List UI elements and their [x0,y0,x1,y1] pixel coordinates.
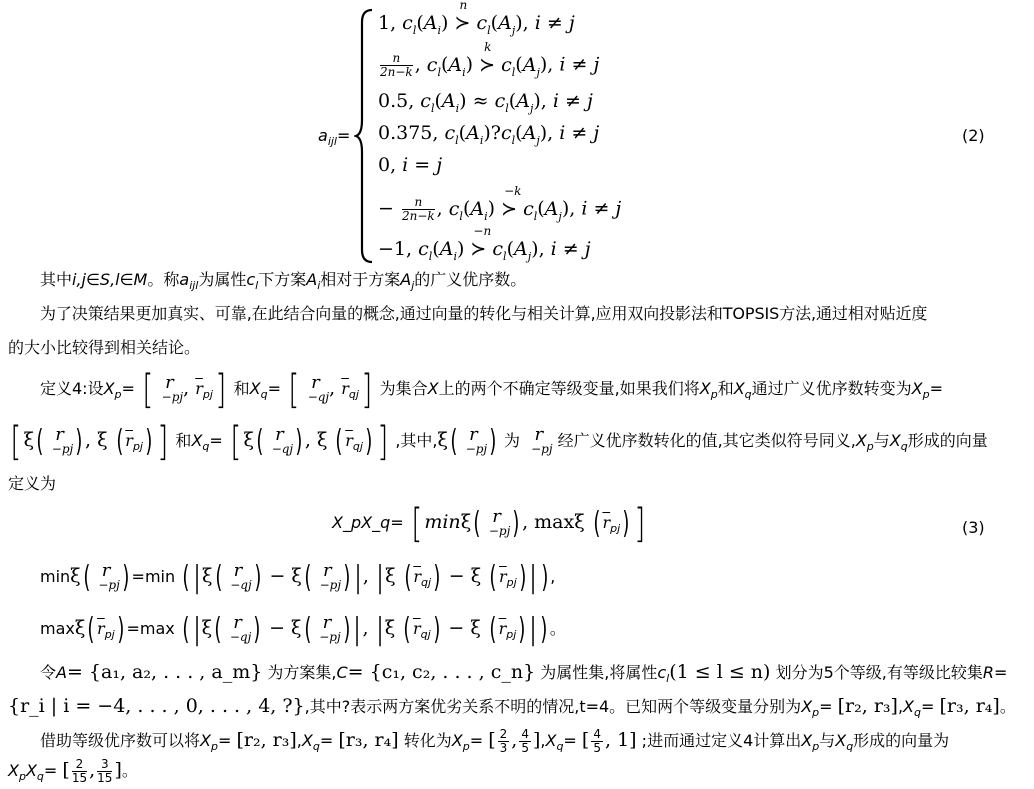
bracket-close-2: ] [361,366,373,413]
def4-l2-xq: X [191,431,203,450]
p1-a-sub: ijl [189,279,199,293]
paragraph-1 [40,270,526,296]
p1-mid: 。称 [147,270,180,289]
p3-c: C [336,663,348,682]
bracket-close-3: ] [157,418,168,465]
p4-xq3-sub: q [846,740,854,754]
p1-aj: A [400,270,412,289]
def4-l2-and: 和 [175,431,192,450]
bracket-close-4: ] [376,418,388,465]
definition-4-line-2: [ ξ( r −pj ) , ξ ( $\overline{r}_{pj}$) ] 和$X_q=$ [ ξ( r −qj ) , ξ ( $\overline{r}_{qj}$) ] ,其中,ξ( r −pj ) 为 r −pj 经广义优序数转化的值,其它类似符号同义$,X_p$与$X_q$形成的向量 [10,418,988,465]
p3-l2t: ,其中?表示两方案优劣关系不明的情况, [304,697,580,716]
p3-xp-sub: p [812,706,820,720]
case-5: 0, i = j [378,154,443,176]
def4-l2-xp-sub: p [866,440,874,454]
p3-cl: c [657,663,667,682]
p3-cl-sub: l [666,672,670,686]
case-3: 0.5, $c_l(A_i) \approx c_l(A_j)$, i ≠ j [378,90,593,115]
p1-c-sub: l [255,279,259,293]
p4-t1: 转化为 [403,731,452,750]
def4-l2-mid: ,其中, [395,431,438,450]
p1-aj-sub: j [411,279,415,293]
p4-f1-num: 2 [499,727,508,741]
p3-teq: t=4。已知两个等级变量分别为 [579,697,802,716]
definition-4-line-3: 定义为 [8,474,57,493]
p4-end: 。 [121,761,138,780]
def4-l2-eq: = [209,431,223,450]
p3-a: A [56,663,67,682]
paragraph-2-line-2: 的大小比较得到相关结论。 [8,338,201,357]
p1-prefix: 其中 [40,270,73,289]
p1-cond: i,j∈S,l∈M [72,270,148,289]
def4-xq-2: X [733,379,745,398]
p3-t1: 为方案集, [267,663,337,682]
case-6: − $\frac{n}{2n-k}$ , $c_l(A_i)$ ≻ −k $c_l(A_j)$, i ≠ j [378,183,622,223]
min-end: , [550,567,556,586]
def4-eq1: = [121,379,135,398]
p1-t3: 相对于方案 [320,270,401,289]
p3-eqc: = {c₁, c₂, . . . , c_n} [347,661,536,683]
p4-xp-sub: p [210,740,218,754]
def4-xq-sub: q [260,388,268,402]
min-eq: =min [131,567,176,586]
def4-eq3: = [929,379,944,398]
p3-eqr: = [993,663,1008,682]
p4-f3-den: 5 [593,741,601,755]
p4-l2-xp-sub: p [18,770,26,784]
p4-f3-tail: , 1 [604,729,630,751]
eq3-bracket-open: [ [411,500,423,547]
p3-t3: 划分为5个等级,有等级比较集 [775,663,983,682]
def4-eq2: = [267,379,281,398]
p4-xp: X [200,731,211,750]
p3-xq-val: [r₃, r₄] [939,695,1000,717]
max-line: maxξ( $\overline{r}_{pj}) =\max$ ( | ξ( r −qj ) − ξ( r −pj ) | , | ξ ( $\overline{r}_{qj}) - \xi$ ( $\overline{r}_{pj}$) | ) 。 [40,611,566,647]
def4-l2-xq-sub: q [202,440,210,454]
p4-f2-num: 4 [521,727,529,741]
p3-xq-sub: q [914,706,921,720]
p3-lead: 令 [40,663,57,682]
max-eq: =max [126,619,175,638]
bracket-open-4: [ [230,418,242,465]
def4-l2-is: 为 [503,431,520,450]
def4-l2-xq2: X [889,431,901,450]
p4-xp2: X [451,731,463,750]
p4-lead: 借助等级优序数可以将 [40,731,201,750]
p4-r2-num: 3 [97,758,112,772]
p4-xp3-sub: p [812,740,820,754]
p3-xq: X [903,697,915,716]
def4-l2-end: 形成的向量 [907,431,988,450]
eq2-number: (2) [962,126,985,145]
p4-xq2-sub: q [556,740,564,754]
case-1: 1, $c_l(A_i)$ ≻ n $c_l(A_j)$, i ≠ j [378,0,575,37]
p3-r: R [982,663,994,682]
eq2-lhs-a: a [318,126,328,145]
case-7: −1, $c_l(A_i)$ ≻ −n $c_l(A_j)$, i ≠ j [378,224,591,263]
paragraph-3-line-1 [40,660,1007,691]
p3-xp-val: [r₂, r₃] [837,695,898,717]
paragraph-2-line-1: 为了决策结果更加真实、可靠,在此结合向量的概念,通过向量的转化与相关计算,应用双向投影法和TOPSIS方法,通过相对贴近度 [40,304,928,323]
p4-xp3: X [801,731,813,750]
eq3-max: max [534,511,575,533]
def4-and: 和 [233,379,250,398]
def4-xp-3: X [911,379,923,398]
p4-r1-num: 2 [72,758,87,772]
equation-3: X_pX_q= [ minξ( r −pj ) , maxξ ( $\overline{r}_{pj}$) ] [332,500,646,547]
paragraph-4-line-1: 借助等级优序数可以将$X_p= [r_2$, $r_3],X_q= [r_3$, r₄] 转化为$X_p=$ [ $\frac{2}{3}$ , $\frac{4}{5}$ ]$,X_q=$ [ $\frac{4}{5}$ , 1] ;进而通过定义4计算出$X_p$与$X_q$形成的向量为 [40,727,950,755]
bracket-close: ] [215,366,227,413]
p1-a: a [179,270,190,289]
def4-xp-2-sub: p [710,388,718,402]
p4-xq-sub: q [312,740,320,754]
p4-v1: [r₂, r₃] [236,729,297,751]
def4-after2: 上的两个不确定等级变量,如果我们将 [438,379,700,398]
p4-xq3: X [835,731,847,750]
eq2-lhs-eq: = [336,126,351,145]
p3-cond: (1 ≤ l ≤ n) [669,661,771,683]
p4-f1-den: 3 [499,741,508,755]
case-4: 0.375, $c_l(A_i)?c_l(A_j)$, i ≠ j [378,122,600,147]
p4-t2: ;进而通过定义4计算出 [641,731,802,750]
def4-xq: X [249,379,261,398]
max-label: max [40,619,75,638]
def4-xp: X [103,379,115,398]
case-2: $\frac{n}{2n-k}$ , $c_l(A_i)$ ≻ k $c_l(A_j)$, i ≠ j [380,39,600,79]
cases-brace [354,8,376,264]
def4-and2: 和 [717,379,734,398]
p1-ai-sub: i [317,279,321,293]
def4-l2-yu: 与 [873,431,890,450]
p4-xp2-sub: p [462,740,470,754]
eq3-bracket-close: ] [634,500,646,547]
eq3-lhs: X_pX_q= [332,513,404,532]
p1-c: c [246,270,256,289]
p3-t2: 为属性集,将属性 [540,663,658,682]
p4-yu: 与 [819,731,836,750]
p3-xp: X [801,697,813,716]
p4-t3: 形成的向量为 [853,731,950,750]
eq2-lhs-sub: ijl [327,135,337,149]
bracket-open-2: [ [288,366,300,413]
p4-f3-num: 4 [593,727,601,741]
paragraph-4-line-2: $X_pX_q=$ [ $\frac{2}{15}$ , $\frac{3}{15}$ ]。 [8,757,138,785]
def4-l2-xp: X [855,431,867,450]
p4-l2-xp: X [8,761,19,780]
p4-r1-den: 15 [71,771,88,785]
p4-f2-den: 5 [521,741,529,755]
max-end: 。 [549,619,566,638]
eq3-number: (3) [962,518,985,537]
min-line: minξ( r −pj ) =min ( | ξ( r −qj ) − ξ( r −pj ) | , | ξ ( $\overline{r}_{qj}) - \xi$ ( $\overline{r}_{pj}$) | ) , [40,559,556,595]
p3-end: 。 [999,697,1016,716]
p4-v2: [r₃, r₄] [338,729,399,751]
eq2-lhs [318,126,350,148]
p4-l2-xq: X [25,761,37,780]
p4-xq: X [301,731,313,750]
def4-lead: 定义4:设 [40,379,104,398]
p1-t2: 下方案 [258,270,307,289]
min-label: min [40,567,71,586]
def4-after3: 通过广义优序数转变为 [751,379,912,398]
p1-ai: A [306,270,318,289]
def4-l2-xq2-sub: q [900,440,908,454]
p3-eqa: = {a₁, a₂, . . . , a_m} [66,661,263,683]
paragraph-3-line-2: {r_i | i = −4, . . . , 0, . . . , 4, ?},其中?表示两方案优劣关系不明的情况,t=4。已知两个等级变量分别为$X_p= [r_2$, $r_3],X_q= [r_3$, r₄]。 [8,695,1016,720]
def4-xq-2-sub: q [744,388,752,402]
def4-xp-sub: p [114,388,122,402]
def4-xp-2: X [699,379,711,398]
p4-xq2: X [545,731,557,750]
def4-l2-after: 经广义优序数转化的值,其它类似符号同义, [557,431,856,450]
definition-4-line-1: 定义4:设$X_p=$ [ r −pj , $\overline{r}_{pj}$] 和$X_q=$ [ r −qj , $\overline{r}_{qj}$] 为集合X上的两个不确定等级变量,如果我们将$X_p$和$X_q$通过广义优序数转变为$X_p=$ [40,366,944,413]
bracket-open: [ [142,366,154,413]
p1-t1: 为属性 [198,270,247,289]
bracket-open-3: [ [10,418,22,465]
def4-xp-3-sub: p [922,388,930,402]
p1-t4: 的广义优序数。 [414,270,527,289]
def4-x: X [427,379,439,398]
p3-set: {r_i | i = −4, . . . , 0, . . . , 4, ?} [8,695,305,717]
eq3-min: min [424,511,461,533]
p4-l2-xq-sub: q [36,770,44,784]
def4-after: 为集合 [379,379,428,398]
p4-r2-den: 15 [97,771,113,785]
